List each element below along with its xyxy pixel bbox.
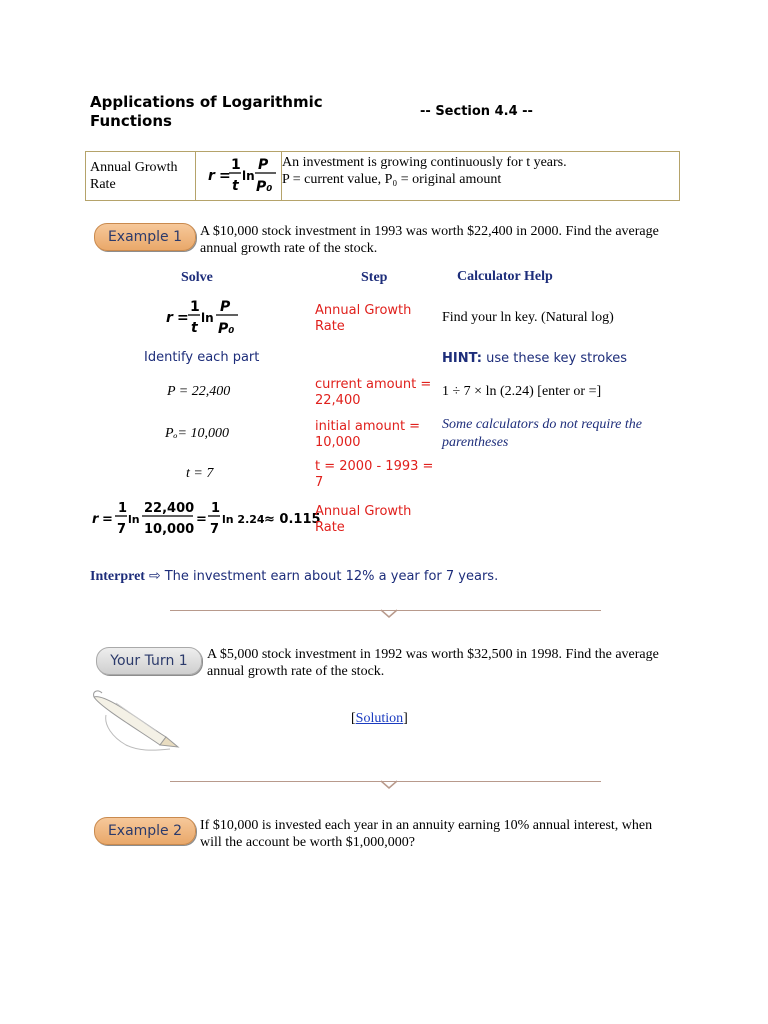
interpret-arrow-icon: ⇨ [148,568,161,584]
identify-parts: Identify each part [144,350,260,365]
definition-table [85,151,680,201]
svg-text:r: r [92,512,99,527]
svg-text:≈ 0.115: ≈ 0.115 [264,512,321,527]
example-2-problem: If $10,000 is invested each year in an annuity earning 10% annual interest, when will the account be worth $1,000,000? [200,818,653,850]
value-P0: Pₒ= 10,000 [165,426,229,441]
definition-label-cell [86,152,196,200]
calc-ln-key: Find your ln key. (Natural log) [442,310,614,325]
your-turn-1-badge: Your Turn 1 [96,647,202,675]
svg-text:t: t [191,320,198,336]
svg-text:10,000: 10,000 [144,522,195,537]
interpret-text: The investment earn about 12% a year for 7 years. [164,569,499,584]
hint [442,351,627,366]
step-result: Annual Growth Rate [315,504,412,535]
result-formula [88,496,321,540]
calc-note: Some calculators do not require the parentheses [442,417,642,450]
svg-text:ln: ln [128,513,140,526]
svg-text:P₀: P₀ [218,321,235,337]
interpret-line [90,567,498,585]
value-P: P = 22,400 [167,384,231,399]
page-title: Applications of Logarithmic Functions [90,93,323,130]
column-header-step: Step [361,270,388,285]
svg-text:1: 1 [118,501,128,516]
solve-formula [160,296,250,340]
solution-link[interactable]: Solution [355,711,404,726]
formula-equals: = [219,168,231,184]
section-label: -- Section 4.4 -- [420,104,533,119]
formula-one: 1 [231,157,241,173]
definition-formula-cell [196,152,282,200]
svg-text:r: r [166,310,173,326]
divider-chevron-icon [380,780,398,790]
formula-r: r [208,168,215,184]
example-1-problem: A $10,000 stock investment in 1993 was worth $22,400 in 2000. Find the average annual growth rate of the stock. [200,224,659,256]
svg-text:=: = [177,310,189,326]
growth-rate-formula [196,152,282,200]
definition-description [282,154,672,188]
svg-text:ln 2.24: ln 2.24 [222,513,265,526]
example-2-badge: Example 2 [94,817,196,845]
step-current-amount: current amount = 22,400 [315,377,432,408]
interpret-label: Interpret [90,569,145,584]
value-t: t = 7 [186,466,214,481]
hint-text: use these key strokes [486,351,628,366]
svg-text:1: 1 [190,299,200,315]
svg-text:7: 7 [117,522,127,537]
definition-label: Annual Growth Rate [90,160,178,192]
svg-text:7: 7 [210,522,220,537]
bracket-close: ] [403,711,408,726]
svg-text:22,400: 22,400 [144,501,195,516]
example-1-badge: Example 1 [94,223,196,251]
step-annual-growth-rate: Annual Growth Rate [315,303,412,334]
bracket-open: [ [351,711,356,726]
formula-t: t [232,178,239,194]
formula-ln: ln [242,169,255,183]
svg-text:ln: ln [201,311,214,325]
column-header-calculator-help: Calculator Help [457,269,553,284]
step-initial-amount: initial amount = 10,000 [315,419,421,450]
hint-label: HINT: [442,351,482,366]
column-header-solve: Solve [181,270,213,285]
pencil-icon [86,685,186,755]
definition-desc-line1: An investment is growing continuously for t years. [282,155,567,170]
svg-text:=: = [102,512,113,527]
your-turn-1-problem: A $5,000 stock investment in 1992 was worth $32,500 in 1998. Find the average annual growth rate of the stock. [207,647,659,679]
svg-text:=: = [196,512,207,527]
definition-desc-line2: P = current value, P₀ = original amount [282,172,502,187]
solution-link-wrapper [351,711,408,727]
formula-P: P [258,157,269,173]
formula-P0: P₀ [256,179,273,195]
svg-text:1: 1 [211,501,221,516]
svg-text:P: P [220,299,231,315]
calc-keystrokes: 1 ÷ 7 × ln (2.24) [enter or =] [442,384,602,399]
step-t: t = 2000 - 1993 = 7 [315,459,434,490]
divider-chevron-icon [380,609,398,619]
